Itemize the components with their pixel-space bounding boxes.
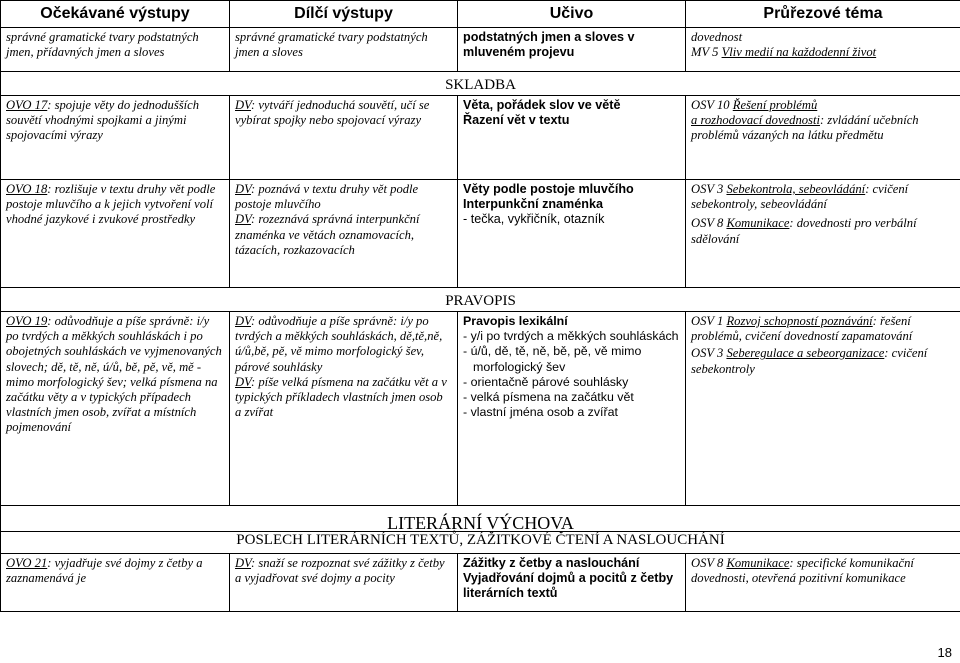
row3-cross-text2: : cvičení sebekontroly xyxy=(691,346,928,376)
list-item: - vlastní jména osob a zvířat xyxy=(463,405,618,420)
row3-dv-code1[interactable]: DV xyxy=(235,314,251,328)
row2-cross-link1[interactable]: Sebekontrola, sebeovládání xyxy=(726,182,866,196)
row3-cross-topic xyxy=(686,312,960,506)
section-row xyxy=(1,506,960,532)
row0-cross-link[interactable]: Vliv medií na každodenní život xyxy=(721,45,877,60)
row2-curriculum-line2: Interpunkční znaménka xyxy=(463,197,603,212)
row2-curriculum-line1: Věty podle postoje mluvčího xyxy=(463,182,634,196)
row2-dv-code2[interactable]: DV xyxy=(235,212,251,227)
section-row xyxy=(1,532,960,554)
page-number: 18 xyxy=(937,645,952,660)
row3-cross-prefix1: OSV 1 xyxy=(691,314,727,328)
row1-cross-prefix: OSV 10 xyxy=(691,98,733,112)
row0-partial: správné gramatické tvary podstatných jmen a sloves xyxy=(230,28,458,72)
row2-partial-text2: : rozeznává správná interpunkční znaménka ve větách oznamovacích, tázacích, rozkazovacích xyxy=(235,212,420,257)
row3-curriculum-title: Pravopis lexikální xyxy=(463,314,568,328)
row4-cross-prefix: OSV 8 xyxy=(691,556,727,570)
row3-ovo-code[interactable]: OVO 19 xyxy=(6,314,48,328)
list-item: - ú/ů, dě, tě, ně, bě, pě, vě mimo morfologický šev xyxy=(463,344,642,374)
row2-partial xyxy=(230,180,458,288)
row1-expected-text: : spojuje věty do jednodušších souvětí vhodnými spojkami a jinými spojovacími výrazy xyxy=(6,98,200,143)
row2-ovo-code[interactable]: OVO 18 xyxy=(6,182,48,196)
list-item: - velká písmena na začátku vět xyxy=(463,390,634,405)
row0-cross-prefix: MV 5 xyxy=(691,45,722,60)
row3-expected xyxy=(1,312,230,506)
row2-cross-prefix1: OSV 3 xyxy=(691,182,727,196)
row2-curriculum xyxy=(458,180,686,288)
row3-partial xyxy=(230,312,458,506)
table-row xyxy=(1,180,960,288)
row2-partial-item2 xyxy=(235,212,452,258)
row4-cross-topic xyxy=(686,554,960,612)
row4-cross-text: : specifické komunikační dovednosti, otevřená pozitivní komunikace xyxy=(691,556,914,586)
row2-cross-text2: : dovednosti pro verbální sdělování xyxy=(691,216,917,246)
row4-expected xyxy=(1,554,230,612)
list-item: - orientačně párové souhlásky xyxy=(463,374,629,389)
section-literarni: LITERÁRNÍ VÝCHOVA xyxy=(1,506,960,532)
row3-partial-text1: : odůvodňuje a píše správně: i/y po tvrdých a měkkých souhláskách, dě,tě,ně, ú/ů,bě, pě, vě mimo morfologický šev, párové souhlásky xyxy=(235,314,443,374)
section-row xyxy=(1,72,960,96)
row4-partial xyxy=(230,554,458,612)
row0-cross-topic xyxy=(686,28,960,72)
row4-curriculum-line1: Zážitky z četby a naslouchání xyxy=(463,556,640,570)
row1-curriculum-line1: Věta, pořádek slov ve větě xyxy=(463,98,621,112)
section-poslech: POSLECH LITERÁRNÍCH TEXTŮ, ZÁŽITKOVÉ ČTENÍ A NASLOUCHÁNÍ xyxy=(1,532,960,554)
row2-cross-item1 xyxy=(691,182,955,212)
row3-cross-text1: : řešení problémů, cvičení dovedností zapamatování xyxy=(691,314,913,344)
row1-curriculum-line2: Řazení vět v textu xyxy=(463,113,570,128)
row3-curriculum-list xyxy=(463,329,680,420)
table-row xyxy=(1,28,960,72)
row1-partial-text: : vytváří jednoduchá souvětí, učí se vybírat spojky nebo spojovací výrazy xyxy=(235,98,430,128)
row1-partial xyxy=(230,96,458,180)
row3-cross-item2 xyxy=(691,346,955,376)
row3-cross-link2[interactable]: Seberegulace a sebeorganizace xyxy=(726,346,885,361)
row1-cross-topic xyxy=(686,96,960,180)
row2-expected-text: : rozlišuje v textu druhy vět podle postoje mluvčího a k jejich vytvoření volí vhodné jazykové i zvukové prostředky xyxy=(6,182,216,227)
row3-curriculum xyxy=(458,312,686,506)
row4-curriculum-line2: Vyjadřování dojmů a pocitů z četby literárních textů xyxy=(463,571,674,601)
list-item: - y/i po tvrdých a měkkých souhláskách xyxy=(463,329,679,344)
header-expected-outcomes: Očekávané výstupy xyxy=(1,1,230,28)
row1-curriculum xyxy=(458,96,686,180)
row3-expected-text: : odůvodňuje a píše správně: i/y po tvrdých a měkkých souhláskách i po obojetných souhláskách ve vyjmenovaných slovech; dě, tě, ně, ú/ů, bě, pě, vě, mě - mimo morfologický šev; velká písmena na začátku věty a v typických případech vlastních jmen osob, zvířat a místních pojmenování xyxy=(6,314,222,435)
section-pravopis: PRAVOPIS xyxy=(1,288,960,312)
row2-partial-item1 xyxy=(235,182,452,212)
header-row xyxy=(1,1,960,28)
table-row xyxy=(1,96,960,180)
row2-cross-text1: : cvičení sebekontroly, sebeovládání xyxy=(691,182,909,212)
row3-cross-link1[interactable]: Rozvoj schopností poznávání xyxy=(726,314,873,328)
row3-cross-prefix2: OSV 3 xyxy=(691,346,727,361)
row2-curriculum-line3: - tečka, vykřičník, otazník xyxy=(463,212,605,227)
row3-partial-item2 xyxy=(235,375,452,421)
row0-cross-line2 xyxy=(691,45,955,60)
row0-curriculum: podstatných jmen a sloves v mluveném projevu xyxy=(458,28,686,72)
row2-cross-topic xyxy=(686,180,960,288)
row3-cross-item1 xyxy=(691,314,955,344)
row3-partial-text2: : píše velká písmena na začátku vět a v typických příkladech vlastních jmen osob a zvířat xyxy=(235,374,447,420)
row2-cross-link2[interactable]: Komunikace xyxy=(726,216,790,231)
section-row xyxy=(1,288,960,312)
row1-expected xyxy=(1,96,230,180)
row4-expected-text: : vyjadřuje své dojmy z četby a zaznamenává je xyxy=(6,556,203,586)
row0-expected: správné gramatické tvary podstatných jmen, přídavných jmen a sloves xyxy=(1,28,230,72)
header-partial-outcomes: Dílčí výstupy xyxy=(230,1,458,28)
row2-cross-item2 xyxy=(691,216,955,246)
row3-dv-code2[interactable]: DV xyxy=(235,374,251,389)
row2-partial-text1: : poznává v textu druhy vět podle postoje mluvčího xyxy=(235,182,419,212)
row4-partial-text: : snaží se rozpoznat své zážitky z četby a vyjadřovat své dojmy a pocity xyxy=(235,556,445,586)
row4-curriculum xyxy=(458,554,686,612)
row4-ovo-code[interactable]: OVO 21 xyxy=(6,556,48,570)
row2-dv-code1[interactable]: DV xyxy=(235,182,251,196)
row1-cross-link2[interactable]: a rozhodovací dovednosti xyxy=(691,113,820,128)
row2-expected xyxy=(1,180,230,288)
row1-ovo-code[interactable]: OVO 17 xyxy=(6,98,48,112)
table-row xyxy=(1,312,960,506)
row2-cross-prefix2: OSV 8 xyxy=(691,216,727,231)
section-skladba: SKLADBA xyxy=(1,72,960,96)
row3-partial-item1 xyxy=(235,314,452,375)
row1-cross-text: : zvládání učebních problémů vázaných na látku předmětu xyxy=(691,113,919,143)
row0-cross-line1: dovednost xyxy=(691,30,743,44)
row4-dv-code[interactable]: DV xyxy=(235,556,251,570)
header-cross-topic: Průřezové téma xyxy=(686,1,960,28)
header-curriculum: Učivo xyxy=(458,1,686,28)
table-row xyxy=(1,554,960,612)
row1-dv-code[interactable]: DV xyxy=(235,98,251,112)
row4-cross-link[interactable]: Komunikace xyxy=(726,556,790,570)
row1-cross-link[interactable]: Řešení problémů xyxy=(732,98,818,112)
